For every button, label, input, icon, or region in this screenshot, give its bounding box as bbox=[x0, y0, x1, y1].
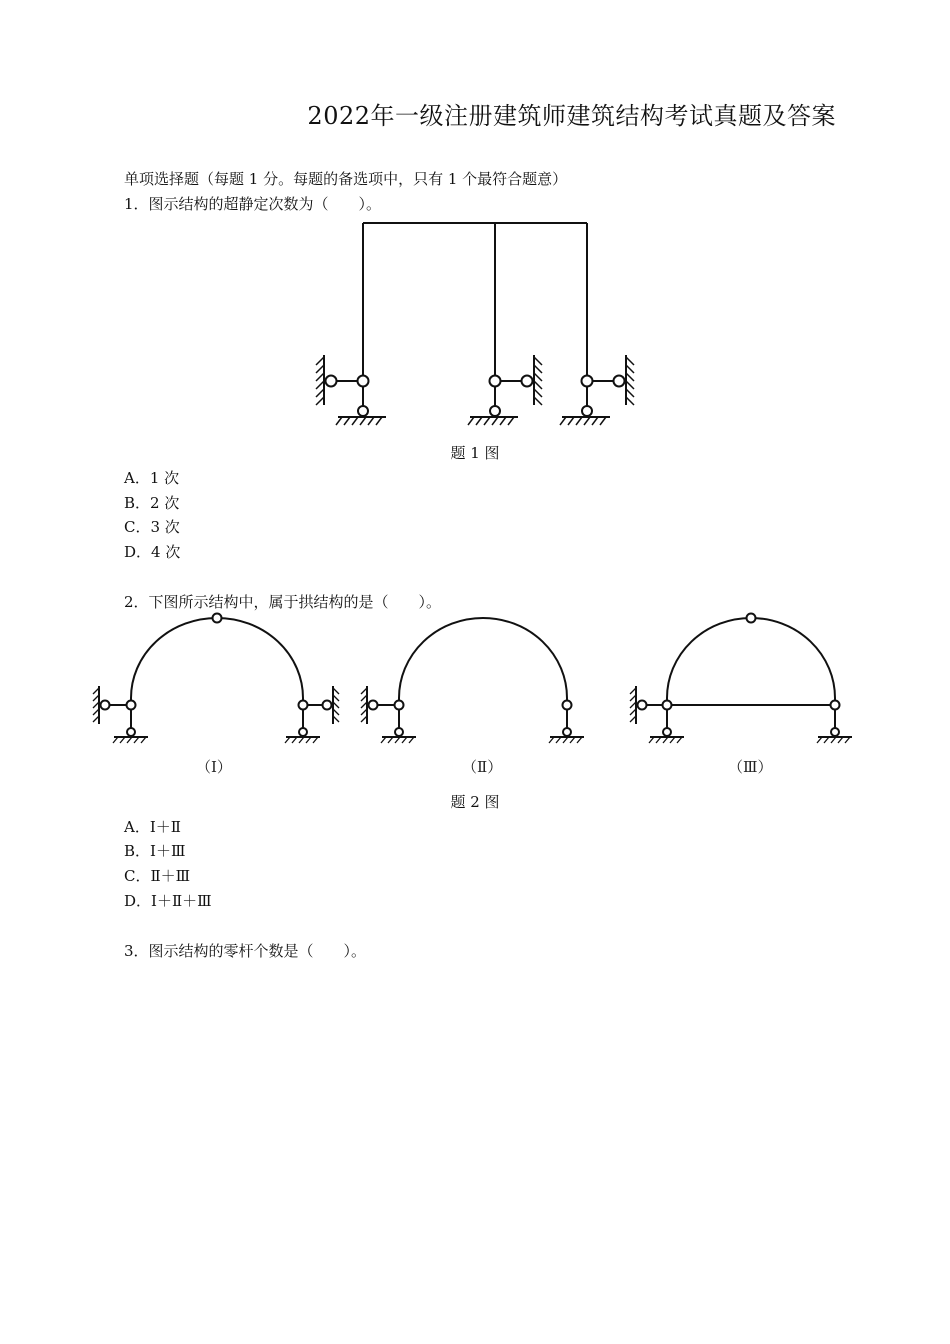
question-2-structure-2 bbox=[360, 610, 590, 745]
question-2-option-b[interactable]: B．Ⅰ＋Ⅲ bbox=[124, 842, 186, 860]
question-1-figure-caption: 题 1 图 bbox=[450, 444, 500, 462]
section-header: 单项选择题（每题 1 分。每题的备选项中，只有 1 个最符合题意） bbox=[124, 170, 568, 188]
question-2-option-a[interactable]: A．Ⅰ＋Ⅱ bbox=[124, 818, 181, 836]
middle-support-group bbox=[468, 355, 542, 425]
question-2-figure-caption: 题 2 图 bbox=[450, 793, 500, 811]
structure-1-label: （Ⅰ） bbox=[196, 758, 232, 776]
page-title: 2022年一级注册建筑师建筑结构考试真题及答案 bbox=[307, 102, 836, 130]
question-1-stem: 1．图示结构的超静定次数为（ ）。 bbox=[124, 195, 382, 213]
structure-2-label: （Ⅱ） bbox=[462, 758, 503, 776]
right-support-group bbox=[560, 355, 634, 425]
question-2-structure-1 bbox=[90, 610, 350, 745]
question-2-option-d[interactable]: D．Ⅰ＋Ⅱ＋Ⅲ bbox=[124, 892, 212, 910]
question-1-option-c[interactable]: C．3 次 bbox=[124, 518, 180, 536]
question-1-option-d[interactable]: D．4 次 bbox=[124, 543, 181, 561]
structure-3-label: （Ⅲ） bbox=[728, 758, 773, 776]
question-2-option-c[interactable]: C．Ⅱ＋Ⅲ bbox=[124, 867, 191, 885]
question-1-option-b[interactable]: B．2 次 bbox=[124, 494, 180, 512]
question-3-stem: 3．图示结构的零杆个数是（ ）。 bbox=[124, 942, 367, 960]
frame-members bbox=[363, 223, 587, 375]
question-2-stem: 2．下图所示结构中，属于拱结构的是（ ）。 bbox=[124, 593, 442, 611]
question-1-option-a[interactable]: A．1 次 bbox=[124, 469, 180, 487]
left-support-group bbox=[316, 355, 386, 425]
question-2-structure-3 bbox=[625, 610, 860, 745]
question-1-figure bbox=[300, 215, 650, 435]
